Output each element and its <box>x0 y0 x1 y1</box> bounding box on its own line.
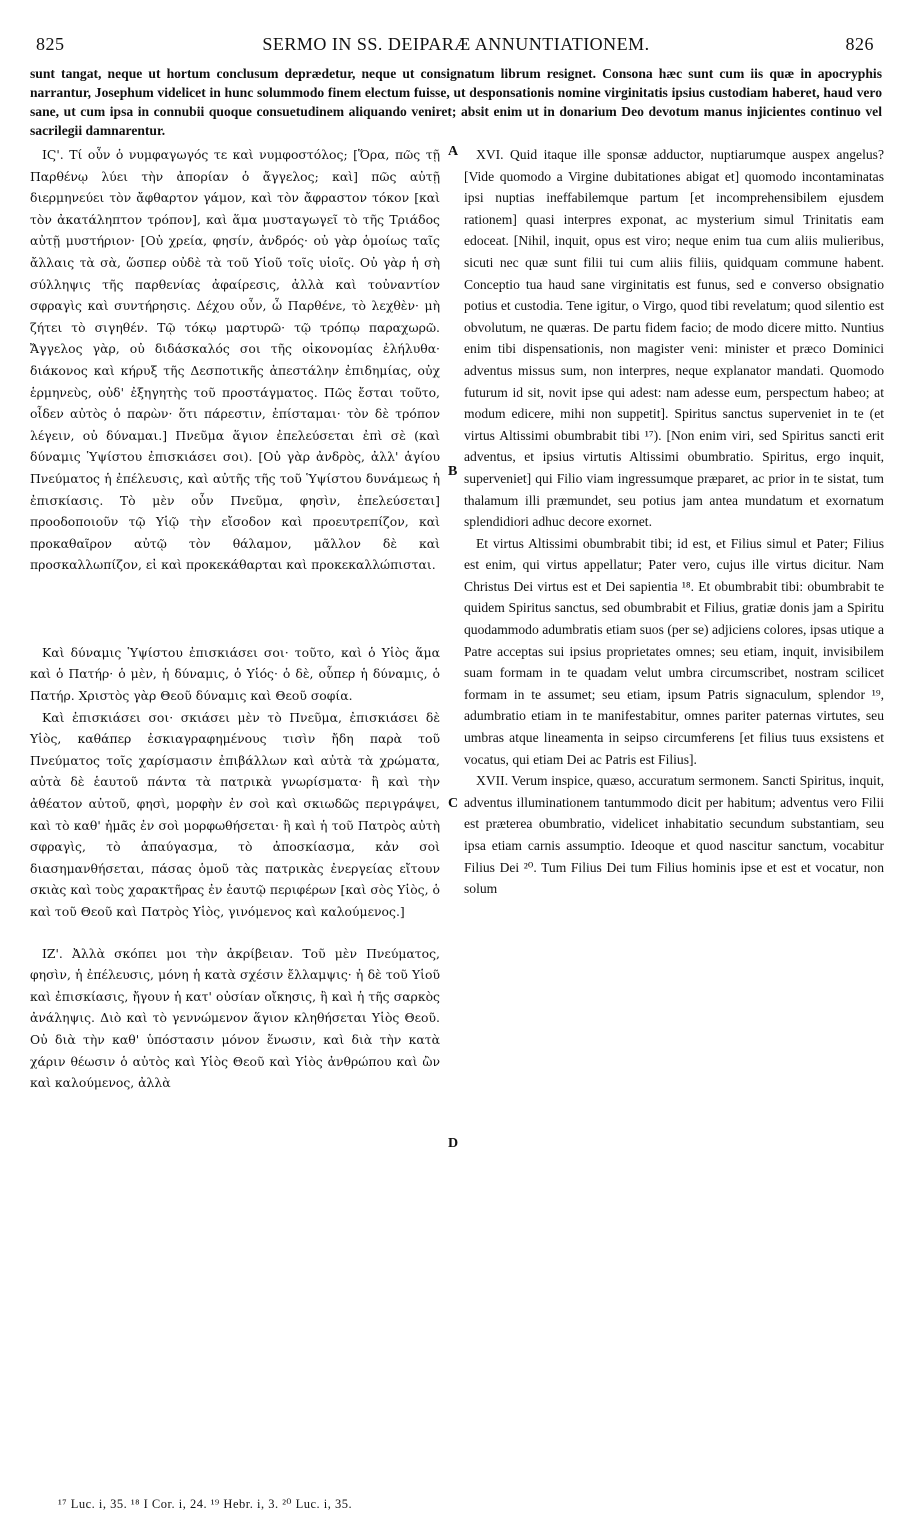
greek-paragraph-17: ΙΖ'. Ἀλλὰ σκόπει μοι τὴν ἀκρίβειαν. Τοῦ μὲν Πνεύματος, φησὶν, ἡ ἐπέλευσις, μόνη ἡ κατὰ σχέσιν ἔλλαμψις· ἡ δὲ τοῦ Υἱοῦ καὶ ἐπισκίασις, ἤγουν ἡ κατ' οὐσίαν οἴκησις, ἢ καὶ ἡ τῆς σαρκὸς ἀνάληψις. Διὸ καὶ τὸ γεννώμενον ἅγιον κληθήσεται Υἱὸς Θεοῦ. Οὐ διὰ τὴν καθ' ὑπόστασιν μόνον ἕνωσιν, καὶ διὰ τὴν κατὰ χάριν θέωσιν ὁ αὐτὸς καὶ Υἱὸς Θεοῦ καὶ Υἱὸς ἀνθρώπου καὶ ὢν καὶ καλούμενος, ἀλλὰ <box>30 945 440 1091</box>
greek-paragraph-16: IϚ'. Τί οὖν ὁ νυμφαγωγός τε καὶ νυμφοστόλος; [Ὅρα, πῶς τῇ Παρθένῳ λύει τὴν ἀπορίαν ὁ ἄγγελος; καὶ] πῶς αὐτῇ διερμηνεύει τὸν ἄφθαρτον γάμον, καὶ τὸν ἄφραστον τόκον [καὶ τὸν ἀκατάληπτον τρόπον], καὶ ἅμα μυσταγωγεῖ τὸ τῆς Τριάδος αὐτῇ μυστήριον· [Οὐ χρεία, φησίν, ἀνδρός· οὐ γὰρ ὁμοίως ταῖς ἄλλαις τὰ σὰ, ὥσπερ οὐδὲ τὰ τοῦ Υἱοῦ τοῖς υἱοῖς. Οὐ γὰρ ἡ σὴ σύλληψις τῆς παρθενίας ἀφαίρεσις, ἀλλὰ καὶ τοὐναντίον σφραγὶς καὶ συντήρησις. Δέχου οὖν, ὦ Παρθένε, τὸ λεχθὲν· μὴ ζήτει τὸ σιγηθέν. Τῷ τόκῳ μαρτυρῶ· τῷ τρόπῳ παραχωρῶ. Ἄγγελος γὰρ, οὐ διδάσκαλός σοι τῆς οἰκονομίας ἐλήλυθα· διάκονος καὶ κήρυξ τῆς Δεσποτικῆς ἀπεστάλην ἐπιδημίας, οὐχ ἑρμηνεὺς, οὐδ' ἐξηγητὴς τοῦ προστάγματος. Πῶς ἔσται τοῦτο, οἶδεν αὐτὸς ὁ παρὼν· ὅτι πάρεστιν, ἐπίσταμαι· τὸν δὲ τρόπον λέγειν, οὐ δύναμαι.] Πνεῦμα ἅγιον ἐπελεύσεται ἐπὶ σὲ (καὶ δύναμις Ὑψίστου ἐπισκιάσει σοι). [Οὐ γὰρ ἀνδρὸς, ἀλλ' ἁγίου Πνεύματος ἡ ἐπέλευσις, καὶ αὐτῆς τῆς τοῦ Ὑψίστου δυνάμεως ἡ ἐπισκίασις. Τὸ μὲν οὖν Πνεῦμα, φησὶν, ἐπελεύσεται] προοδοποιοῦν τῷ Υἱῷ τὴν εἴσοδον καὶ προευτρεπίζον, καὶ προκαθαῖρον αὐτῷ τὸν θάλαμον, μᾶλλον δὲ καὶ προσκαλλωπίζον, εἰ καὶ προκεκάθαρται καὶ προκεκαλλώπισται. <box>30 147 440 573</box>
page-title: SERMO IN SS. DEIPARÆ ANNUNTIATIONEM. <box>262 34 650 54</box>
page-number-right: 826 <box>845 34 874 54</box>
latin-paragraph-16: XVI. Quid itaque ille sponsæ adductor, nuptiarumque auspex angelus? [Vide quomodo a Virgine dubitationes abigat et] quomodo incontaminatas ipsi nuptias ineffabilemque partum [et incomprehensibilem ejusdem rationem] quasi interpres exponat, ac mysterium simul Trinitatis eam edoceat. [Nihil, inquit, opus est viro; neque enim tua cum aliis mulieribus, sicuti nec quæ sunt filii tui cum aliis filiis, quidquam commune habent. Conceptio tua haud sane virginitatis est funus, sed e converso obsignatio potius et custodia. Tene igitur, o Virgo, quod tibi revelatum; quod silentio est obvolutum, ne quæras. De partu fidem facio; de modo dicere mitto. Nuntius enim tibi dispensationis, non magister veni: minister et præco Dominici adventus missus sum, non interpres, neque explanator mandati. Quomodo futurum id sit, novit ipse qui adest: nam adesse eum, perspectum habeo; at modum edicere, mihi non suppetit]. Spiritus sanctus superveniet in te (et virtus Altissimi obumbrabit tibi ¹⁷). [Non enim viri, sed Spiritus sancti erit adventus, et ipsius virtutis Altissimi obumbratio. Spiritus, ergo inquit, superveniet] qui Filio viam ingressumque præparet, ac prior in te sistat, tum thalamum illi præmundet, seu potius jam antea mundatum et exornatum splendidiori adhuc decore exornet. <box>464 147 884 530</box>
intro-paragraph: sunt tangat, neque ut hortum conclusum deprædetur, neque ut consignatum librum resignet. Consona hæc sunt cum iis quæ in apocryphis narrantur, Josephum videlicet in hunc solummodo finem electum fuisse, ut desponsationis nomine virginitatis ipsius custodiam haberet, haud vero sane, ut cum ipsa in connubii quoque consuetudinem aliquando veniret; absit enim ut in donarium Deo devotum manus injicientes continuo vel sacrilegii damnarentur. <box>30 66 882 138</box>
margin-marker-a: A <box>448 144 459 159</box>
footnotes: ¹⁷ Luc. i, 35. ¹⁸ I Cor. i, 24. ¹⁹ Hebr. i, 3. ²⁰ Luc. i, 35. <box>58 1497 353 1511</box>
margin-marker-b: B <box>448 464 458 479</box>
page-number-left: 825 <box>36 34 65 54</box>
greek-paragraph-virtus: Καὶ δύναμις Ὑψίστου ἐπισκιάσει σοι· τοῦτο, καὶ ὁ Υἱὸς ἅμα καὶ ὁ Πατήρ· ὁ μὲν, ἡ δύναμις, ὁ Υἱός· ὁ δὲ, οὗπερ ἡ δύναμις, ὁ Πατήρ. Χριστὸς γὰρ Θεοῦ δύναμις καὶ Θεοῦ σοφία. <box>30 644 440 704</box>
margin-marker-c: C <box>448 796 459 811</box>
document-page <box>30 28 882 1518</box>
greek-paragraph-obumbrabit: Καὶ ἐπισκιάσει σοι· σκιάσει μὲν τὸ Πνεῦμα, ἐπισκιάσει δὲ Υἱὸς, καθάπερ ἐσκιαγραφημένους τισὶν ἤδη παρὰ τοῦ Πνεύματος τοῖς χαρίσμασιν ἐπιβάλλων καὶ αὐτὰ τὰ χρώματα, αὐτὰ δὲ ἑαυτοῦ πάντα τὰ πατρικὰ γνωρίσματα· ἢ καὶ τὴν ἀθέατον αὐτοῦ, φησὶ, μορφὴν ἐν σοὶ καὶ σκιωδῶς περιγράψει, καὶ τὸ καθ' ἡμᾶς ἐν σοὶ μορφωθήσεται· ἢ καὶ ἡ τοῦ Πατρὸς αὐτὴ σφραγὶς, τὸ ἀπαύγασμα, τὸ ἀποσκίασμα, κἀν σοὶ διασημανθήσεται, πάσας ὁμοῦ τὰς πατρικὰς ἐνεργείας εἴτουν σκιὰς καὶ τοὺς χαρακτῆρας ἐν ἑαυτῷ περιφέρων [καὶ σὸς Υἱὸς, ὁ καὶ τοῦ Θεοῦ καὶ Πατρὸς Υἱὸς, γινόμενος καὶ καλούμενος.] <box>30 709 440 919</box>
greek-column <box>30 144 440 1094</box>
latin-column <box>464 144 884 900</box>
latin-paragraph-virtus: Et virtus Altissimi obumbrabit tibi; id est, et Filius simul et Pater; Filius est enim, qui virtus appellatur; Pater vero, cujus ille virtus dicitur. Nam Christus Dei virtus est et Dei sapientia ¹⁸. Et obumbrabit tibi: obumbrabit te quidem Spiritus sanctus, sed obumbrabit et Filius, gratiæ donis jam a Spiritu quodammodo adumbratis etiam suos (per se) adjiciens colores, ipsas utique a Patre acceptas sui ipsius proprietates omnes; seu etiam, inquit, invisibilem suam formam in te quadam velut umbra circumscribet, nostram scilicet formam in te assumet; seu etiam, ipsum Patris signaculum, splendor ¹⁹, adumbratio etiam in te manifestabitur, omnes pariter paternas virtutes, seu umbras atque lineamenta in seipso circumferens [et filius tuus exsistens et vocatus, qui etiam Dei ac Patris est Filius]. <box>464 535 884 767</box>
margin-marker-d: D <box>448 1136 459 1151</box>
running-header <box>30 28 882 54</box>
latin-paragraph-17: XVII. Verum inspice, quæso, accuratum sermonem. Sancti Spiritus, inquit, adventus illuminationem tantummodo dicit per habitum; adventus vero Filii est præterea obumbratio, videlicet inhabitatio secundum substantiam, seu ipsa etiam carnis assumptio. Ideoque et quod nascitur sanctum, vocabitur Filius Dei ²⁰. Tum Filius Dei tum Filius hominis ipse et est et vocatur, non solum <box>464 773 884 897</box>
